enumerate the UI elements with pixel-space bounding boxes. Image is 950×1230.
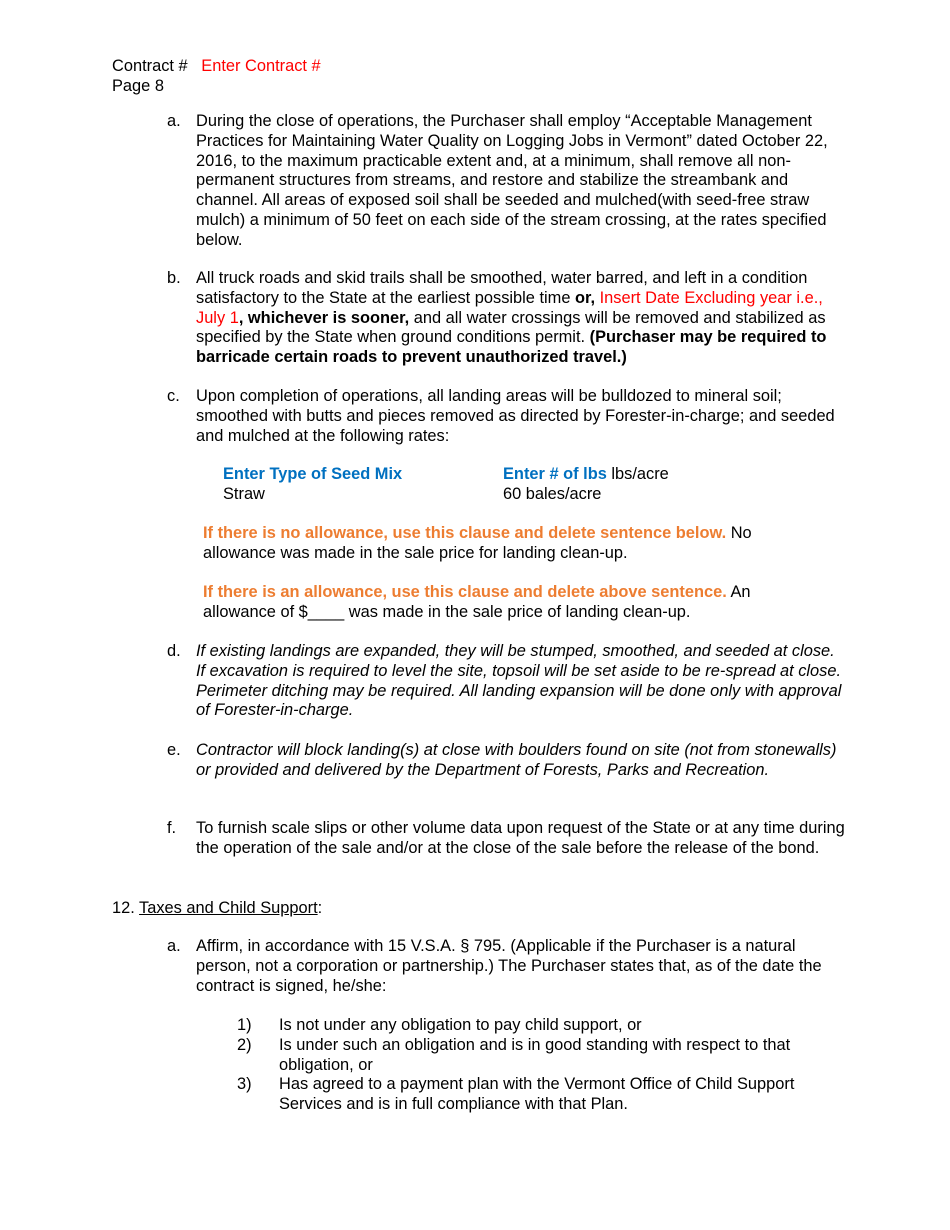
clause-e xyxy=(167,741,847,781)
contract-number-field[interactable]: Enter Contract # xyxy=(201,57,321,75)
straw-rate: 60 bales/acre xyxy=(503,484,602,503)
seed-mix-field[interactable]: Enter Type of Seed Mix xyxy=(223,465,403,483)
seed-mix-column xyxy=(223,465,402,505)
clause-text: All truck roads and skid trails shall be smoothed, water barred, and left in a condition satisfactory to the State at the earliest possible time or, Insert Date Excluding year i.e., July 1, whichever is sooner, and all water crossings will be removed and stabilized as specified by the State when ground conditions permit. (Purchaser may be required to barricade certain roads to prevent unauthorized travel.) xyxy=(196,269,827,367)
page-number: Page 8 xyxy=(112,77,164,95)
clause-text: Affirm, in accordance with 15 V.S.A. § 795. (Applicable if the Purchaser is a natural person, not a corporation or partnership.) The Purchaser states that, as of the date the contract is signed, he/she: xyxy=(196,937,822,995)
section-12-heading: 12. Taxes and Child Support: xyxy=(112,899,323,917)
clause-text: Upon completion of operations, all landing areas will be bulldozed to mineral soil; smoothed with butts and pieces removed as directed by Forester-in-charge; and seeded and mulched at the following rates: xyxy=(196,387,835,445)
clause-d xyxy=(167,642,847,721)
clause-a xyxy=(167,112,847,251)
section-title: Taxes and Child Support xyxy=(139,899,318,917)
clause-label: e. xyxy=(167,741,181,759)
clause-label: b. xyxy=(167,269,181,287)
instruction-text: If there is no allowance, use this clause and delete sentence below. xyxy=(203,524,727,542)
clause-label: a. xyxy=(167,112,181,130)
list-item: 1) Is not under any obligation to pay child support, or xyxy=(237,1016,642,1034)
seed-rate-column xyxy=(503,465,669,505)
clause-b xyxy=(167,269,847,368)
date-field[interactable]: Insert Date Excluding year i.e., July 1 xyxy=(196,288,823,327)
page-header xyxy=(112,56,321,96)
clause-text: During the close of operations, the Purchaser shall employ “Acceptable Management Practices for Maintaining Water Quality on Logging Jobs in Vermont” dated October 22, 2016, to the maximum practicable extent and, at a minimum, shall remove all non-permanent structures from streams, and restore and stabilize the streambank and channel. All areas of exposed soil shall be seeded and mulched(with seed-free straw mulch) a minimum of 50 feet on each side of the stream crossing, at the rates specified below. xyxy=(196,112,828,249)
clause-label: c. xyxy=(167,387,180,405)
lbs-field[interactable]: Enter # of lbs xyxy=(503,465,607,483)
allowance-note-none: If there is no allowance, use this clause and delete sentence below. No allowance was made in the sale price for landing clean-up. xyxy=(203,524,752,562)
straw-label: Straw xyxy=(223,484,265,503)
clause-text: If existing landings are expanded, they will be stumped, smoothed, and seeded at close. If excavation is required to level the site, topsoil will be set aside to be re-spread at close. Perimeter ditching may be required. All landing expansion will be done only with approval of Forester-in-charge. xyxy=(196,642,842,720)
clause-c xyxy=(167,387,847,446)
clause-label: f. xyxy=(167,819,177,837)
list-item: 3) Has agreed to a payment plan with the Vermont Office of Child Support Services and is in full compliance with that Plan. xyxy=(237,1075,795,1113)
clause-label: a. xyxy=(167,937,181,955)
section-12-clause-a xyxy=(167,937,847,996)
instruction-text: If there is an allowance, use this clause and delete above sentence. xyxy=(203,583,727,601)
lbs-unit: lbs/acre xyxy=(606,465,669,483)
allowance-note-some: If there is an allowance, use this clause and delete above sentence. An allowance of $____ was made in the sale price of landing clean-up. xyxy=(203,583,751,621)
contract-label: Contract # xyxy=(112,57,188,75)
list-item: 2) Is under such an obligation and is in good standing with respect to that obligation, or xyxy=(237,1036,791,1074)
clause-f xyxy=(167,819,847,859)
clause-label: d. xyxy=(167,642,181,660)
clause-text: Contractor will block landing(s) at close with boulders found on site (not from stonewalls) or provided and delivered by the Department of Forests, Parks and Recreation. xyxy=(196,741,837,779)
clause-text: To furnish scale slips or other volume data upon request of the State or at any time during the operation of the sale and/or at the close of the sale before the release of the bond. xyxy=(196,819,845,857)
